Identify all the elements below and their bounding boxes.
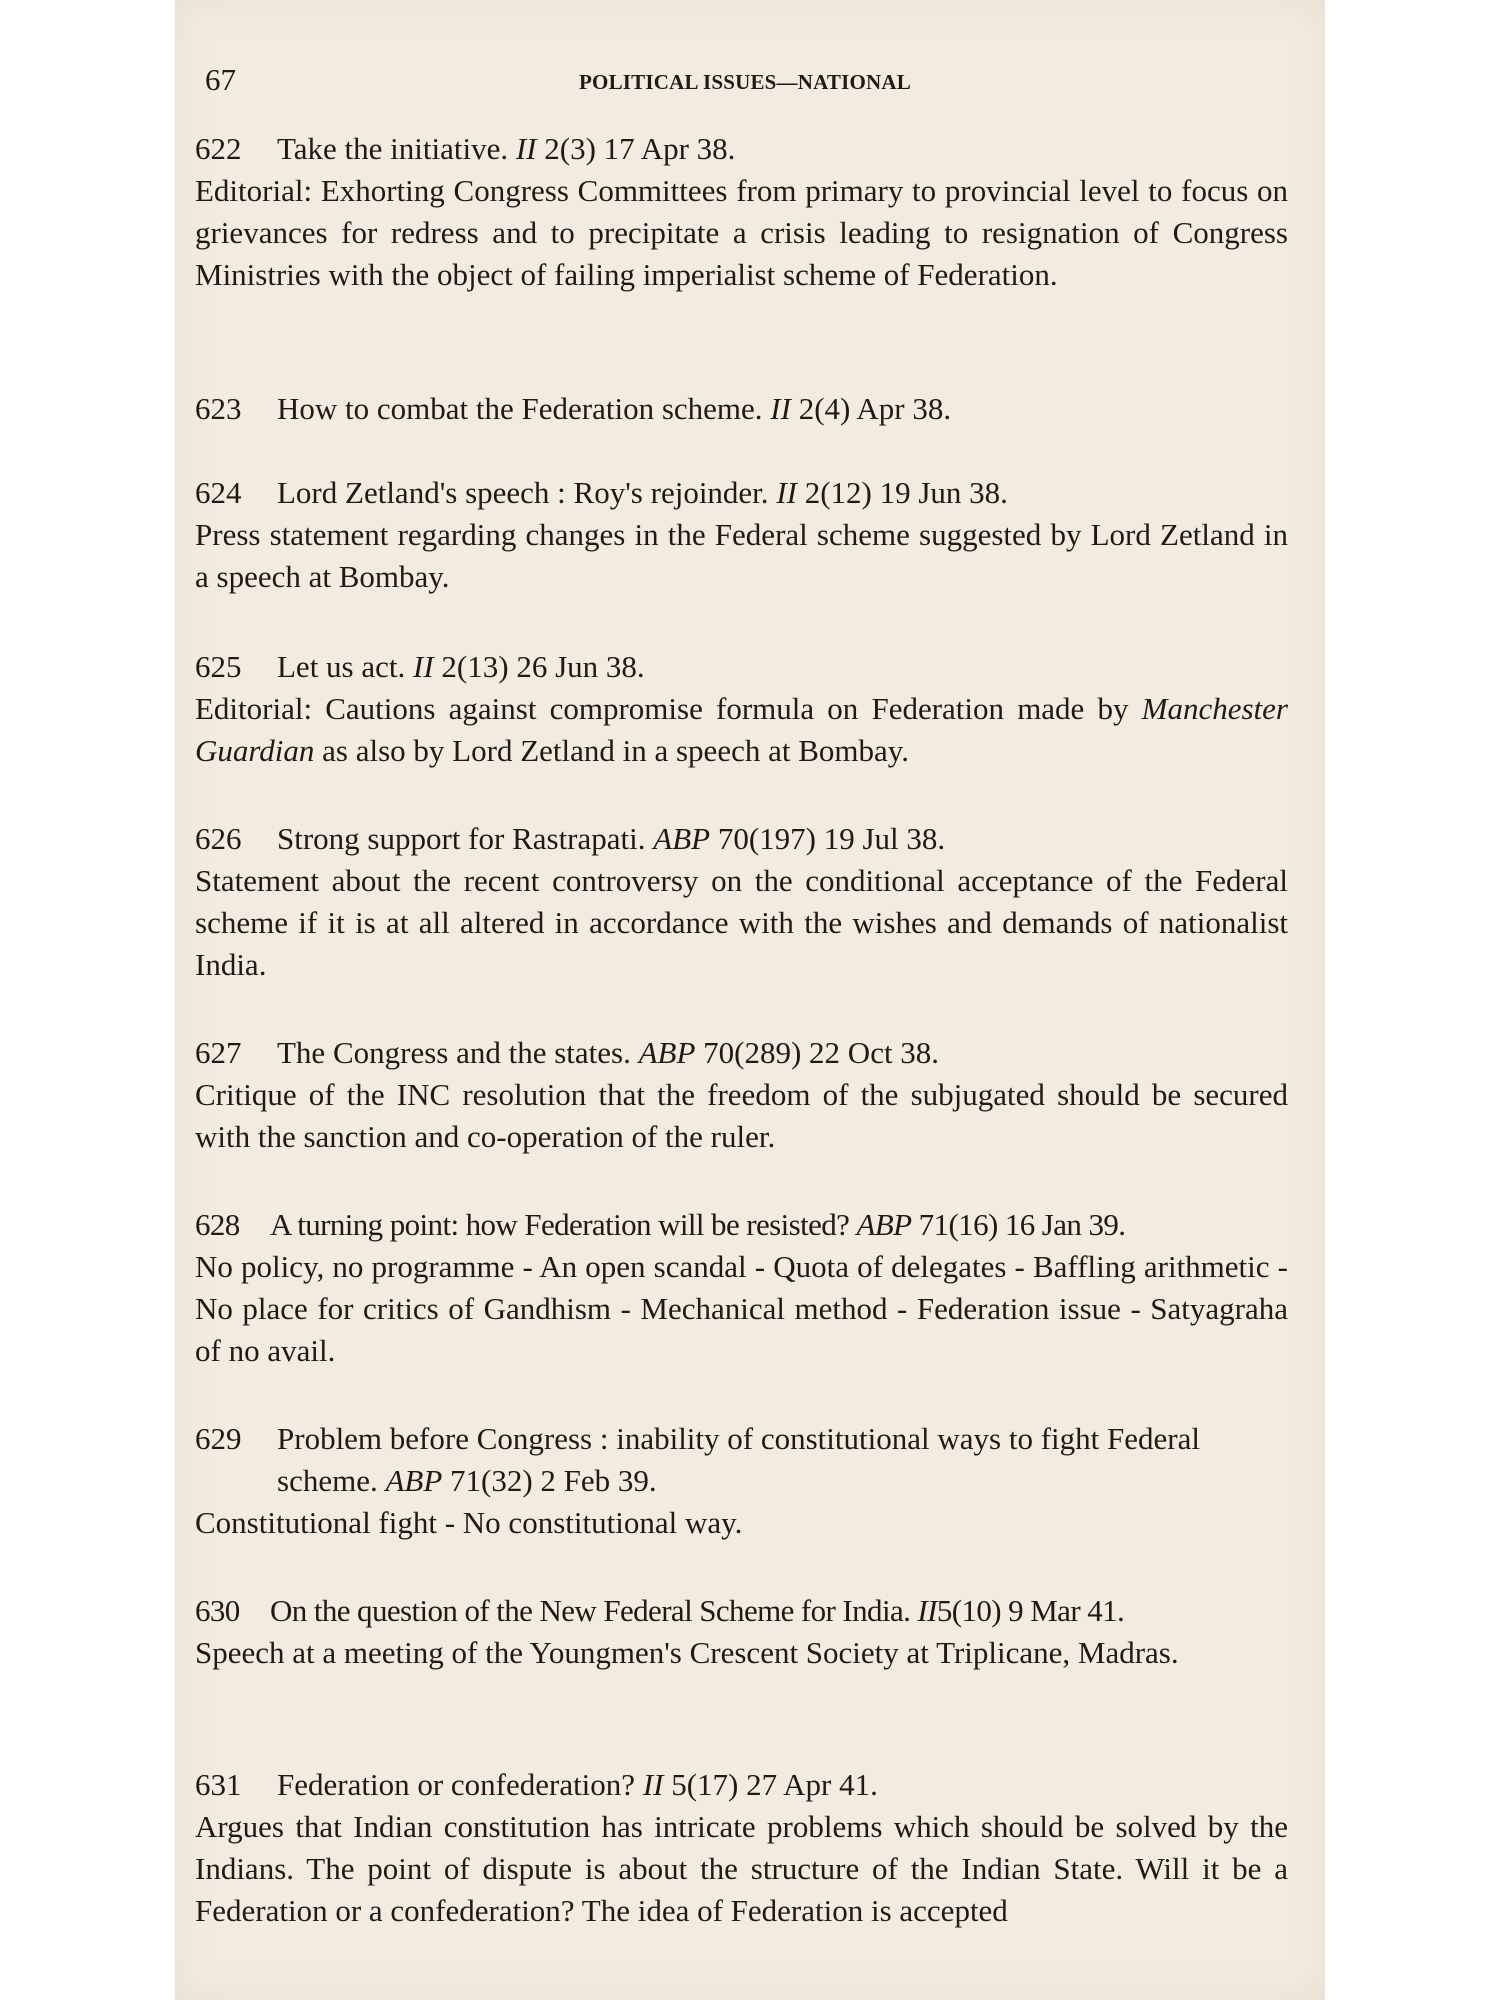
entry-title-line xyxy=(195,818,1288,860)
entry-number: 624 xyxy=(195,475,242,510)
entry-reference: 5(10) 9 Mar 41. xyxy=(936,1593,1125,1628)
entry-title-line xyxy=(195,1590,1288,1632)
entry-title-line xyxy=(195,388,1288,430)
entry-annotation: Argues that Indian constitution has intricate problems which should be solved by the Indians. The point of dispute is about the structure of the Indian State. Will it be a Federation or a confederation? The idea of Federation is accepted xyxy=(195,1809,1288,1928)
entry-title-line xyxy=(195,1764,1288,1806)
entry-title: A turning point: how Federation will be resisted? xyxy=(270,1207,850,1242)
annotation-text: Editorial: Cautions against compromise formula on Federation made by xyxy=(195,691,1142,726)
entry-number: 629 xyxy=(195,1421,242,1456)
page-header xyxy=(205,62,1285,102)
entry-number: 627 xyxy=(195,1035,242,1070)
entry-title: Federation or confederation? xyxy=(277,1767,636,1802)
entry-annotation: Press statement regarding changes in the Federal scheme suggested by Lord Zetland in a speech at Bombay. xyxy=(195,517,1288,594)
entry-source: II xyxy=(770,391,791,426)
entry-number: 630 xyxy=(195,1593,240,1628)
entry-number: 628 xyxy=(195,1207,240,1242)
entry-626 xyxy=(195,818,1288,986)
annotation-text: as also by Lord Zetland in a speech at Bombay. xyxy=(314,733,909,768)
entry-number: 626 xyxy=(195,821,242,856)
entry-source: ABP xyxy=(856,1207,912,1242)
entry-annotation: Statement about the recent controversy on the conditional acceptance of the Federal scheme if it is at all altered in accordance with the wishes and demands of nationalist India. xyxy=(195,863,1288,982)
entry-reference: 2(13) 26 Jun 38. xyxy=(441,649,645,684)
entry-title-line xyxy=(195,1204,1288,1246)
entry-628 xyxy=(195,1204,1288,1372)
entry-reference: 70(197) 19 Jul 38. xyxy=(717,821,946,856)
newspaper-title: Manchester Guardian xyxy=(195,691,1288,768)
entry-622 xyxy=(195,128,1288,296)
entry-title-line xyxy=(195,1418,1288,1502)
entry-annotation: Speech at a meeting of the Youngmen's Crescent Society at Triplicane, Madras. xyxy=(195,1635,1179,1670)
entry-annotation: Constitutional fight - No constitutional way. xyxy=(195,1505,743,1540)
entry-source: II xyxy=(776,475,797,510)
entry-624 xyxy=(195,472,1288,598)
entry-title: The Congress and the states. xyxy=(277,1035,631,1070)
entry-source: II xyxy=(917,1593,937,1628)
page-number: 67 xyxy=(205,62,236,97)
entry-reference: 71(32) 2 Feb 39. xyxy=(450,1463,657,1498)
running-head: POLITICAL ISSUES—NATIONAL xyxy=(579,70,911,94)
entry-title-line xyxy=(195,1032,1288,1074)
entry-annotation xyxy=(195,688,1288,772)
entry-title: On the question of the New Federal Scheme for India. xyxy=(270,1593,911,1628)
entry-625 xyxy=(195,646,1288,772)
entry-title: Lord Zetland's speech : Roy's rejoinder. xyxy=(277,475,769,510)
entry-title: Strong support for Rastrapati. xyxy=(277,821,646,856)
entry-623 xyxy=(195,388,1288,430)
entry-title: Let us act. xyxy=(277,649,406,684)
entry-reference: 71(16) 16 Jan 39. xyxy=(918,1207,1126,1242)
entry-source: II xyxy=(413,649,434,684)
entry-source: ABP xyxy=(385,1463,443,1498)
entry-source: ABP xyxy=(638,1035,696,1070)
entry-627 xyxy=(195,1032,1288,1158)
entry-title: How to combat the Federation scheme. xyxy=(277,391,763,426)
entry-annotation: No policy, no programme - An open scandal - Quota of delegates - Baffling arithmetic - No place for critics of Gandhism - Mechanical method - Federation issue - Satyagraha of no avail. xyxy=(195,1249,1288,1368)
entry-reference: 5(17) 27 Apr 41. xyxy=(671,1767,878,1802)
entry-number: 625 xyxy=(195,649,242,684)
entry-number: 631 xyxy=(195,1767,242,1802)
entry-reference: 2(3) 17 Apr 38. xyxy=(544,131,736,166)
entry-630 xyxy=(195,1590,1288,1674)
entry-reference: 2(4) Apr 38. xyxy=(798,391,952,426)
entry-source: II xyxy=(642,1767,664,1802)
entry-number: 622 xyxy=(195,131,242,166)
entry-annotation: Editorial: Exhorting Congress Committees from primary to provincial level to focus on grievances for redress and to precipitate a crisis leading to resignation of Congress Ministries with the object of failing imperialist scheme of Federation. xyxy=(195,173,1288,292)
entry-number: 623 xyxy=(195,391,242,426)
entry-annotation: Critique of the INC resolution that the freedom of the subjugated should be secured with the sanction and co-operation of the ruler. xyxy=(195,1077,1288,1154)
entry-629 xyxy=(195,1418,1288,1544)
book-page xyxy=(175,0,1325,2000)
entry-title: Take the initiative. xyxy=(277,131,509,166)
entry-source: ABP xyxy=(653,821,711,856)
entry-title-line xyxy=(195,472,1288,514)
entry-title: Problem before Congress : inability of constitutional ways to fight Federal scheme. xyxy=(277,1421,1200,1498)
entry-reference: 2(12) 19 Jun 38. xyxy=(804,475,1008,510)
entry-title-line xyxy=(195,646,1288,688)
entry-reference: 70(289) 22 Oct 38. xyxy=(703,1035,940,1070)
entry-source: II xyxy=(515,131,537,166)
entry-631 xyxy=(195,1764,1288,1932)
entry-title-line xyxy=(195,128,1288,170)
